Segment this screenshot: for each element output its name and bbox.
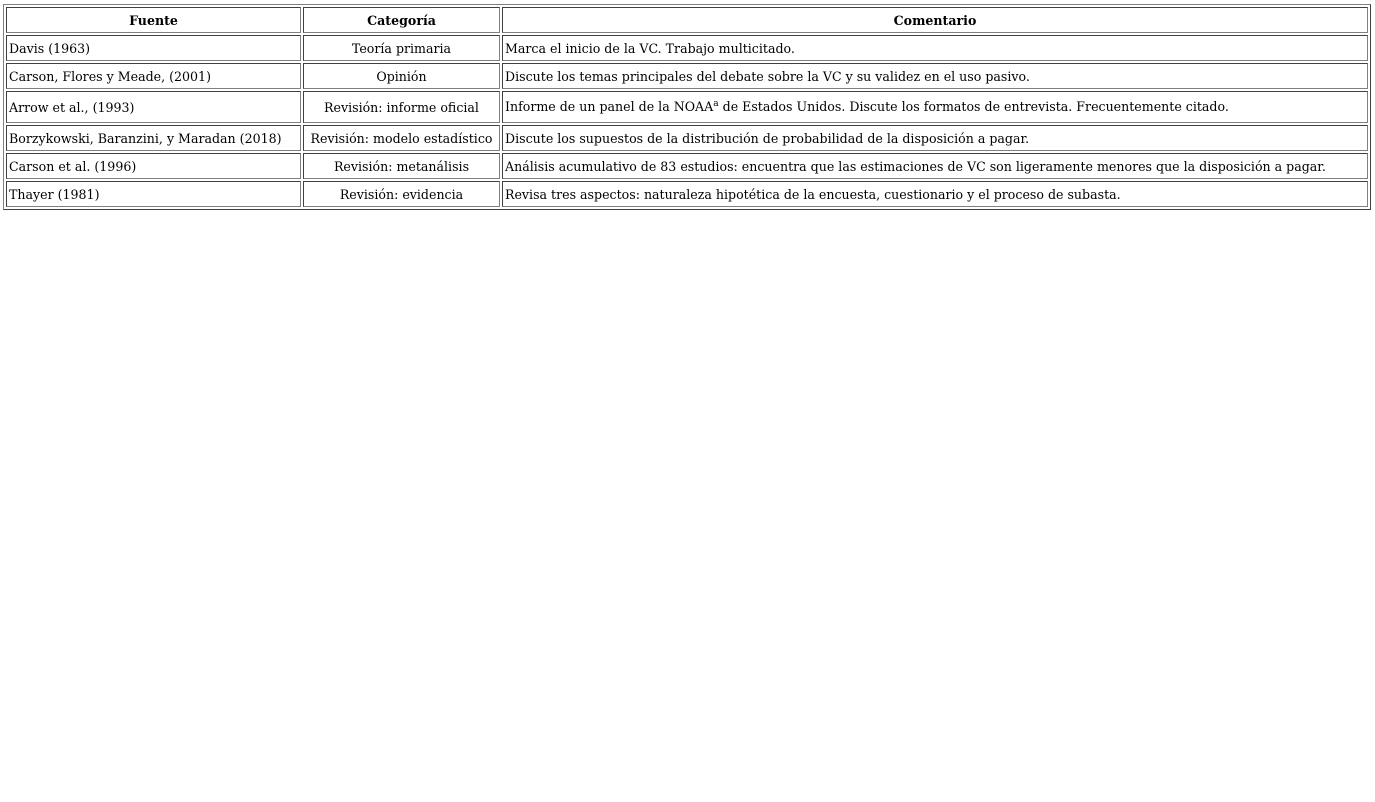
header-comentario: Comentario	[502, 7, 1368, 33]
table-row	[6, 181, 1368, 207]
table-header-row	[6, 7, 1368, 33]
cell-comentario	[502, 91, 1368, 123]
table-row	[6, 125, 1368, 151]
cell-comentario: Revisa tres aspectos: naturaleza hipotética de la encuesta, cuestionario y el proceso de subasta.	[502, 181, 1368, 207]
cell-categoria: Opinión	[303, 63, 500, 89]
cell-comentario: Discute los supuestos de la distribución de probabilidad de la disposición a pagar.	[502, 125, 1368, 151]
table-row	[6, 153, 1368, 179]
header-categoria: Categoría	[303, 7, 500, 33]
cell-comentario: Análisis acumulativo de 83 estudios: encuentra que las estimaciones de VC son ligeramente menores que la disposición a pagar.	[502, 153, 1368, 179]
cell-categoria: Revisión: evidencia	[303, 181, 500, 207]
cell-fuente: Borzykowski, Baranzini, y Maradan (2018)	[6, 125, 301, 151]
cell-fuente: Carson, Flores y Meade, (2001)	[6, 63, 301, 89]
table-row	[6, 91, 1368, 123]
comentario-text-before: Informe de un panel de la NOAA	[505, 99, 714, 115]
cell-comentario: Discute los temas principales del debate sobre la VC y su validez en el uso pasivo.	[502, 63, 1368, 89]
cell-fuente: Davis (1963)	[6, 35, 301, 61]
cell-fuente: Carson et al. (1996)	[6, 153, 301, 179]
cell-comentario: Marca el inicio de la VC. Trabajo multicitado.	[502, 35, 1368, 61]
header-fuente: Fuente	[6, 7, 301, 33]
cell-categoria: Teoría primaria	[303, 35, 500, 61]
cell-categoria: Revisión: modelo estadístico	[303, 125, 500, 151]
table-row	[6, 35, 1368, 61]
literature-table	[3, 4, 1371, 210]
table-wrapper	[3, 4, 1371, 210]
cell-fuente: Thayer (1981)	[6, 181, 301, 207]
cell-fuente: Arrow et al., (1993)	[6, 91, 301, 123]
comentario-text-after: de Estados Unidos. Discute los formatos de entrevista. Frecuentemente citado.	[718, 99, 1229, 115]
cell-categoria: Revisión: metanálisis	[303, 153, 500, 179]
table-row	[6, 63, 1368, 89]
cell-categoria: Revisión: informe oficial	[303, 91, 500, 123]
footnote-marker: a	[713, 99, 719, 110]
